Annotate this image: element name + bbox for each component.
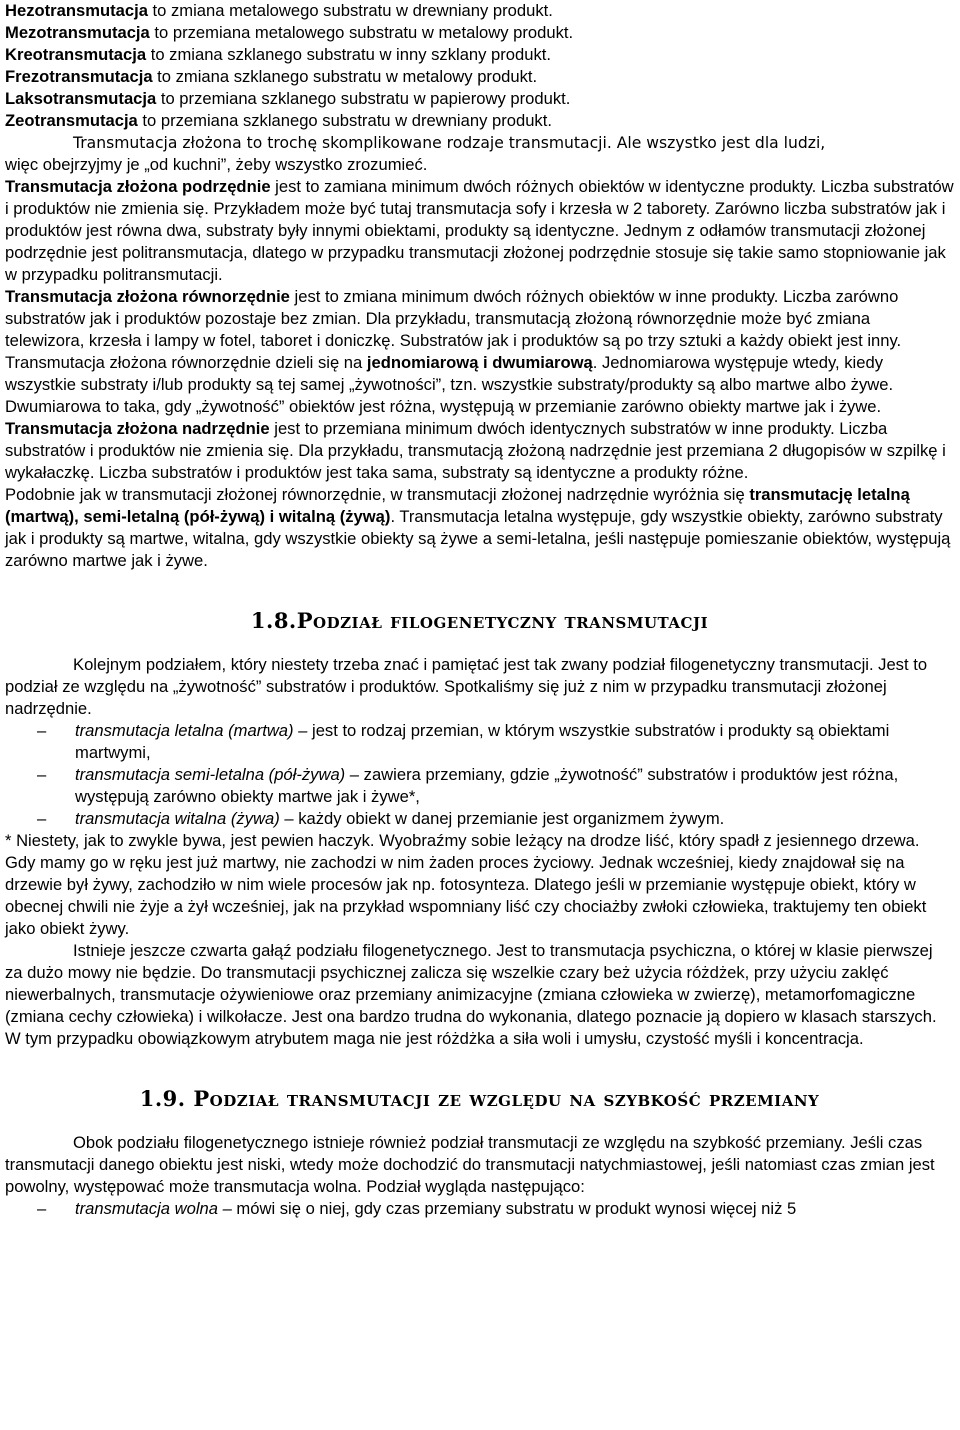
- list-item: [5, 1198, 954, 1220]
- complex-intro-line-2: więc obejrzyjmy je „od kuchni”, żeby wszystko zrozumieć.: [5, 155, 428, 174]
- list-dash: –: [37, 1199, 47, 1218]
- coordinate-term: Transmutacja złożona równorzędnie: [5, 287, 290, 306]
- footnote-paragraph: * Niestety, jak to zwykle bywa, jest pewien haczyk. Wyobraźmy sobie leżący na drodze liść, który spadł z jesiennego drzewa. Gdy mamy go w ręku jest już martwy, nie zachodzi w nim żaden proces życiowy. Jednak wcześniej, kiedy znajdował się na drzewie był żywy, zachodziło w nim wiele procesów jak np. fotosynteza. Dlatego jeśli w przemianie występuje obiekt, który w obecnej chwili nie żyje a żył wcześniej, jak na przykład wspomniany liść czy chociażby zwłoki człowieka, traktujemy ten obiekt jako obiekt żywy.: [5, 831, 927, 938]
- coordinate-text: jest to zmiana minimum dwóch różnych obiektów w inne produkty. Liczba zarówno substratów jak i produktów pozostaje bez zmian. Dla przykładu, transmutacją złożoną równorzędnie może być zmiana telewizora, krzesła i lampy w fotel, taboret i doniczkę. Substratów jak i produktów są po trzy sztuki a każdy obiekt jest inny.: [5, 287, 902, 350]
- dimensional-pre: Transmutacja złożona równorzędnie dzieli się na: [5, 353, 367, 372]
- dimensional-paragraph: [5, 352, 954, 418]
- list-item-text: jest to rodzaj przemian, w którym wszystkie substratów i produkty są obiektami martwymi,: [75, 721, 890, 762]
- coordinate-paragraph: [5, 286, 954, 352]
- list-item-term: transmutacja witalna (żywa) –: [75, 809, 294, 828]
- definition-laksotransmutacja: [5, 88, 954, 110]
- list-item: [5, 764, 954, 808]
- dimensional-bold: jednomiarową i dwumiarową: [366, 353, 593, 372]
- section-1-9-heading: 1.9. Podział transmutacji ze względu na szybkość przemiany: [139, 1086, 820, 1111]
- lethal-post: . Transmutacja letalna występuje, gdy wszystkie obiekty, zarówno substraty jak i produkty są martwe, witalna, gdy wszystkie obiekty są żywe a semi-letalna, jeśli następuje pomieszanie obiektów, występują zarówno martwe jak i żywe.: [5, 507, 951, 570]
- subordinate-text: jest to zamiana minimum dwóch różnych obiektów w identyczne produkty. Liczba substratów i produktów nie zmienia się. Przykładem może być tutaj transmutacja sofy i krzesła w 2 taborety. Zarówno liczba substratów jak i produktów jest równa dwa, substraty były innymi obiektami, produkty są identyczne. Jednym z odłamów transmutacji złożonej podrzędnie jest politransmutacja, dlatego w przypadku transmutacji złożonej podrzędnie stosuje się takie samo stopniowanie jak w przypadku politransmutacji.: [5, 177, 954, 284]
- psychic-transmutation-paragraph: Istnieje jeszcze czwarta gałąź podziału filogenetycznego. Jest to transmutacja psychiczna, o której w klasie pierwszej za dużo mowy nie będzie. Do transmutacji psychicznej zalicza się wszelkie czary beż użycia różdżek, przy użyciu zaklęć niewerbalnych, transmutacje ożywieniowe oraz przemiany animizacyjne (zmiana człowieka w zwierzę), metamorfomagiczne (zmiana cechy człowieka) i wilkołacze. Jest ona bardzo trudna do wykonania, dlatego poznacie ją dopiero w klasach starszych. W tym przypadku obowiązkowym atrybutem maga nie jest różdżka a siła woli i umysłu, czystość myśli i koncentracja.: [5, 941, 937, 1048]
- lethal-bold: transmutację letalną (martwą), semi-letalną (pół-żywą) i witalną (żywą): [5, 485, 910, 526]
- list-dash: –: [37, 721, 47, 740]
- definition-term: Mezotransmutacja: [5, 23, 150, 42]
- list-item-term: transmutacja semi-letalna (pół-żywa) –: [75, 765, 360, 784]
- complex-intro-line-1: Transmutacja złożona to trochę skomplikowane rodzaje transmutacji. Ale wszystko jest dla ludzi,: [73, 134, 826, 152]
- list-dash: –: [37, 809, 47, 828]
- definition-frezotransmutacja: [5, 66, 954, 88]
- section-1-9-intro: Obok podziału filogenetycznego istnieje również podział transmutacji ze względu na szybkość przemiany. Jeśli czas transmutacji danego obiektu jest niski, wtedy może dochodzić do transmutacji natychmiastowej, jeśli natomiast czas zmian jest powolny, występować może transmutacja wolna. Podział wygląda następująco:: [5, 1133, 935, 1196]
- definition-term: Laksotransmutacja: [5, 89, 157, 108]
- list-item-text: zawiera przemiany, gdzie „żywotność” substratów i produktów jest różna, występują zarówno obiekty martwe jak i żywe*,: [75, 765, 899, 806]
- section-1-8-heading: 1.8.Podział filogenetyczny transmutacji: [250, 608, 709, 633]
- lethal-paragraph: [5, 484, 954, 572]
- phylogenetic-list: [5, 720, 954, 830]
- subordinate-paragraph: [5, 176, 954, 286]
- definitions-block: [5, 0, 954, 132]
- definition-zeotransmutacja: [5, 110, 954, 132]
- speed-list: [5, 1198, 954, 1220]
- lethal-pre: Podobnie jak w transmutacji złożonej równorzędnie, w transmutacji złożonej nadrzędnie wyróżnia się: [5, 485, 750, 504]
- subordinate-term: Transmutacja złożona podrzędnie: [5, 177, 271, 196]
- definition-mezotransmutacja: [5, 22, 954, 44]
- list-item-text: mówi się o niej, gdy czas przemiany substratu w produkt wynosi więcej niż 5: [231, 1199, 797, 1218]
- definition-text: to przemiana szklanego substratu w papierowy produkt.: [156, 89, 571, 108]
- list-item-text: każdy obiekt w danej przemianie jest organizmem żywym.: [293, 809, 725, 828]
- definition-term: Frezotransmutacja: [5, 67, 153, 86]
- superior-term: Transmutacja złożona nadrzędnie: [5, 419, 270, 438]
- definition-text: to przemiana szklanego substratu w drewniany produkt.: [137, 111, 552, 130]
- list-item-term: transmutacja letalna (martwa) –: [75, 721, 308, 740]
- list-item: [5, 808, 954, 830]
- definition-text: to zmiana szklanego substratu w metalowy produkt.: [152, 67, 538, 86]
- definition-term: Zeotransmutacja: [5, 111, 138, 130]
- definition-text: to zmiana metalowego substratu w drewniany produkt.: [147, 1, 553, 20]
- definition-text: to przemiana metalowego substratu w metalowy produkt.: [149, 23, 574, 42]
- section-1-8-intro: Kolejnym podziałem, który niestety trzeba znać i pamiętać jest tak zwany podział filogenetyczny transmutacji. Jest to podział ze względu na „żywotność” substratów i produktów. Spotkaliśmy się już z nim w przypadku transmutacji złożonej nadrzędnie.: [5, 655, 928, 718]
- definition-term: Kreotransmutacja: [5, 45, 147, 64]
- definition-hezotransmutacja: [5, 0, 954, 22]
- list-item-term: transmutacja wolna –: [75, 1199, 232, 1218]
- list-item: [5, 720, 954, 764]
- definition-kreotransmutacja: [5, 44, 954, 66]
- superior-paragraph: [5, 418, 954, 484]
- definition-term: Hezotransmutacja: [5, 1, 148, 20]
- dimensional-post: . Jednomiarowa występuje wtedy, kiedy wszystkie substraty i/lub produkty są tej samej „żywotności”, tzn. wszystkie substraty/produkty są albo martwe albo żywe. Dwumiarowa to taka, gdy „żywotność” obiektów jest różna, występują w przemianie zarówno obiekty martwe jak i żywe.: [5, 353, 894, 416]
- definition-text: to zmiana szklanego substratu w inny szklany produkt.: [146, 45, 552, 64]
- superior-text: jest to przemiana minimum dwóch identycznych substratów w inne produkty. Liczba substratów i produktów nie zmienia się. Dla przykładu, transmutacją złożoną nadrzędnie jest przemiana 2 długopisów w szpilkę i wykałaczkę. Liczba substratów i produktów jest taka sama, substraty są identyczne a produkty różne.: [5, 419, 946, 482]
- list-dash: –: [37, 765, 47, 784]
